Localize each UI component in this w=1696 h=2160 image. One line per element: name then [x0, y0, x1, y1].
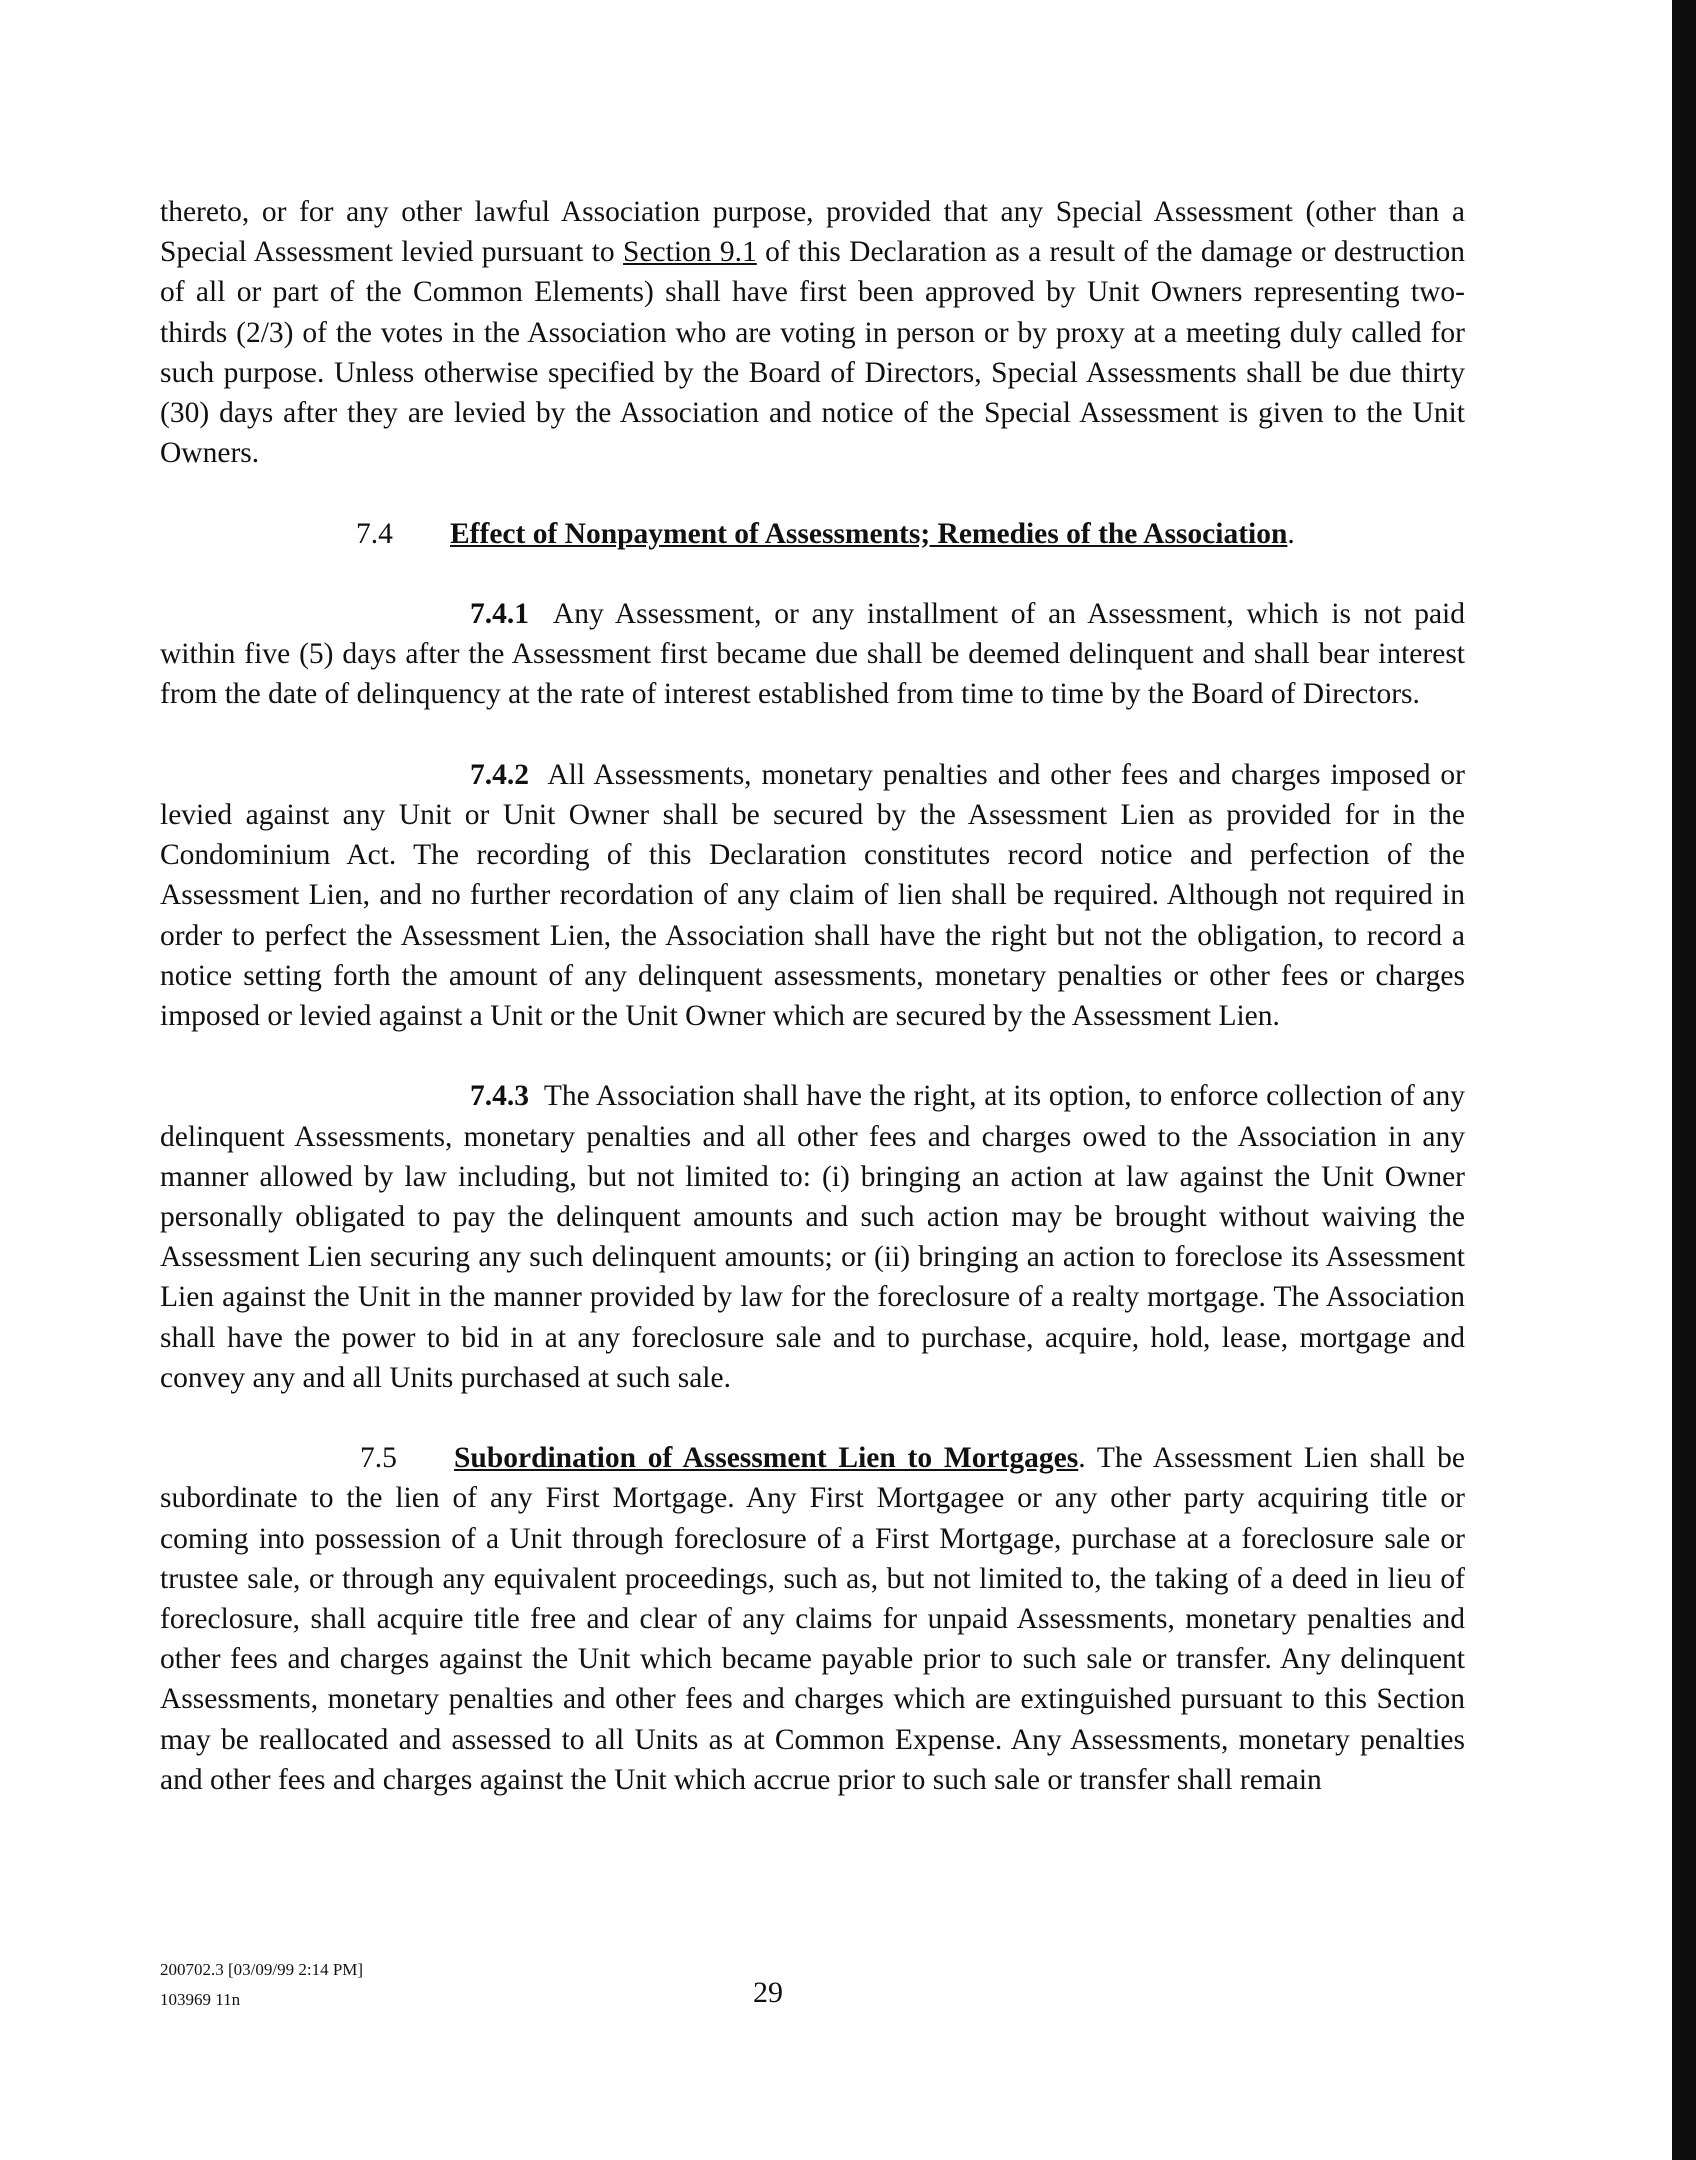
subsection-text: The Association shall have the right, at its option, to enforce collection of any delinquent Assessments, monetary penalties and all other fees and charges owed to the Association in any manner allowed by law including, but not limited to: (i) bringing an action at law against the Unit Owner personally obligated to pay the delinquent amounts and such action may be brought without waiving the Assessment Lien securing any such delinquent amounts; or (ii) bringing an action to foreclose its Assessment Lien against the Unit in the manner provided by law for the foreclosure of a realty mortgage. The Association shall have the power to bid in at any foreclosure sale and to purchase, acquire, hold, lease, mortgage and convey any and all Units purchased at such sale.: [160, 1080, 1466, 1394]
section-number: 7.4: [356, 517, 393, 550]
section-title-period: .: [1287, 517, 1295, 550]
document-id: 200702.3 [03/09/99 2:14 PM]: [160, 1960, 364, 1979]
subsection-text: Any Assessment, or any installment of an Assessment, which is not paid within five (5) days after the Assessment first became due shall be deemed delinquent and shall bear interest from the date of delinquency at the rate of interest established from time to time by the Board of Directors.: [160, 598, 1466, 711]
subsection-number: 7.4.3: [470, 1080, 529, 1113]
subsection-number: 7.4.2: [470, 758, 529, 791]
section-title: Effect of Nonpayment of Assessments; Remedies of the Association: [450, 517, 1288, 550]
subsection-text: All Assessments, monetary penalties and other fees and charges imposed or levied against any Unit or Unit Owner shall be secured by the Assessment Lien as provided for in the Condominium Act. The recording of this Declaration constitutes record notice and perfection of the Assessment Lien, and no further recordation of any claim of lien shall be required. Although not required in order to perfect the Assessment Lien, the Association shall have the right but not the obligation, to record a notice setting forth the amount of any delinquent assessments, monetary penalties or other fees or charges imposed or levied against a Unit or the Unit Owner which are secured by the Assessment Lien.: [160, 758, 1465, 1033]
section-7-4-3: [160, 1076, 1465, 1398]
intro-text-end: of this Declaration as a result of the damage or destruction of all or part of the Common Elements) shall have first been approved by Unit Owners representing two-thirds (2/3) of the votes in the Association who are voting in person or by proxy at a meeting duly called for such purpose. Unless otherwise specified by the Board of Directors, Special Assessments shall be due thirty (30) days after they are levied by the Association and notice of the Special Assessment is given to the Unit Owners.: [160, 236, 1465, 470]
paragraph-intro: [160, 192, 1465, 473]
document-body: [160, 192, 1465, 1840]
section-7-5: [160, 1438, 1465, 1800]
subsection-number: 7.4.1: [470, 598, 529, 630]
section-text: The Assessment Lien shall be subordinate to the lien of any First Mortgage. Any First Mortgagee or any other party acquiring title or coming into possession of a Unit through foreclosure of a First Mortgage, purchase at a foreclosure sale or trustee sale, or through any equivalent proceedings, such as, but not limited to, the taking of a deed in lieu of foreclosure, shall acquire title free and clear of any claims for unpaid Assessments, monetary penalties and other fees and charges against the Unit which became payable prior to such sale or transfer. Any delinquent Assessments, monetary penalties and other fees and charges which are extinguished pursuant to this Section may be reallocated and assessed to all Units as at Common Expense. Any Assessments, monetary penalties and other fees and charges against the Unit which accrue prior to such sale or transfer shall remain: [160, 1442, 1465, 1796]
section-7-4-1: [160, 594, 1465, 715]
section-7-4-2: [160, 755, 1465, 1036]
page-number: 29: [753, 1976, 783, 2009]
section-7-4-heading: [160, 514, 1465, 554]
section-title: Subordination of Assessment Lien to Mortgages: [454, 1442, 1079, 1475]
intro-text-start: thereto, or for any other lawful Association purpose, provided that any Special Assessment (other than a Special Assessment levied pursuant to: [160, 196, 1465, 269]
scan-edge-bar: [1672, 0, 1696, 2160]
section-title-period: .: [1078, 1442, 1086, 1475]
section-number: 7.5: [360, 1442, 397, 1475]
section-9-1-reference: Section 9.1: [623, 236, 757, 269]
file-id: 103969 11n: [160, 1990, 241, 2009]
